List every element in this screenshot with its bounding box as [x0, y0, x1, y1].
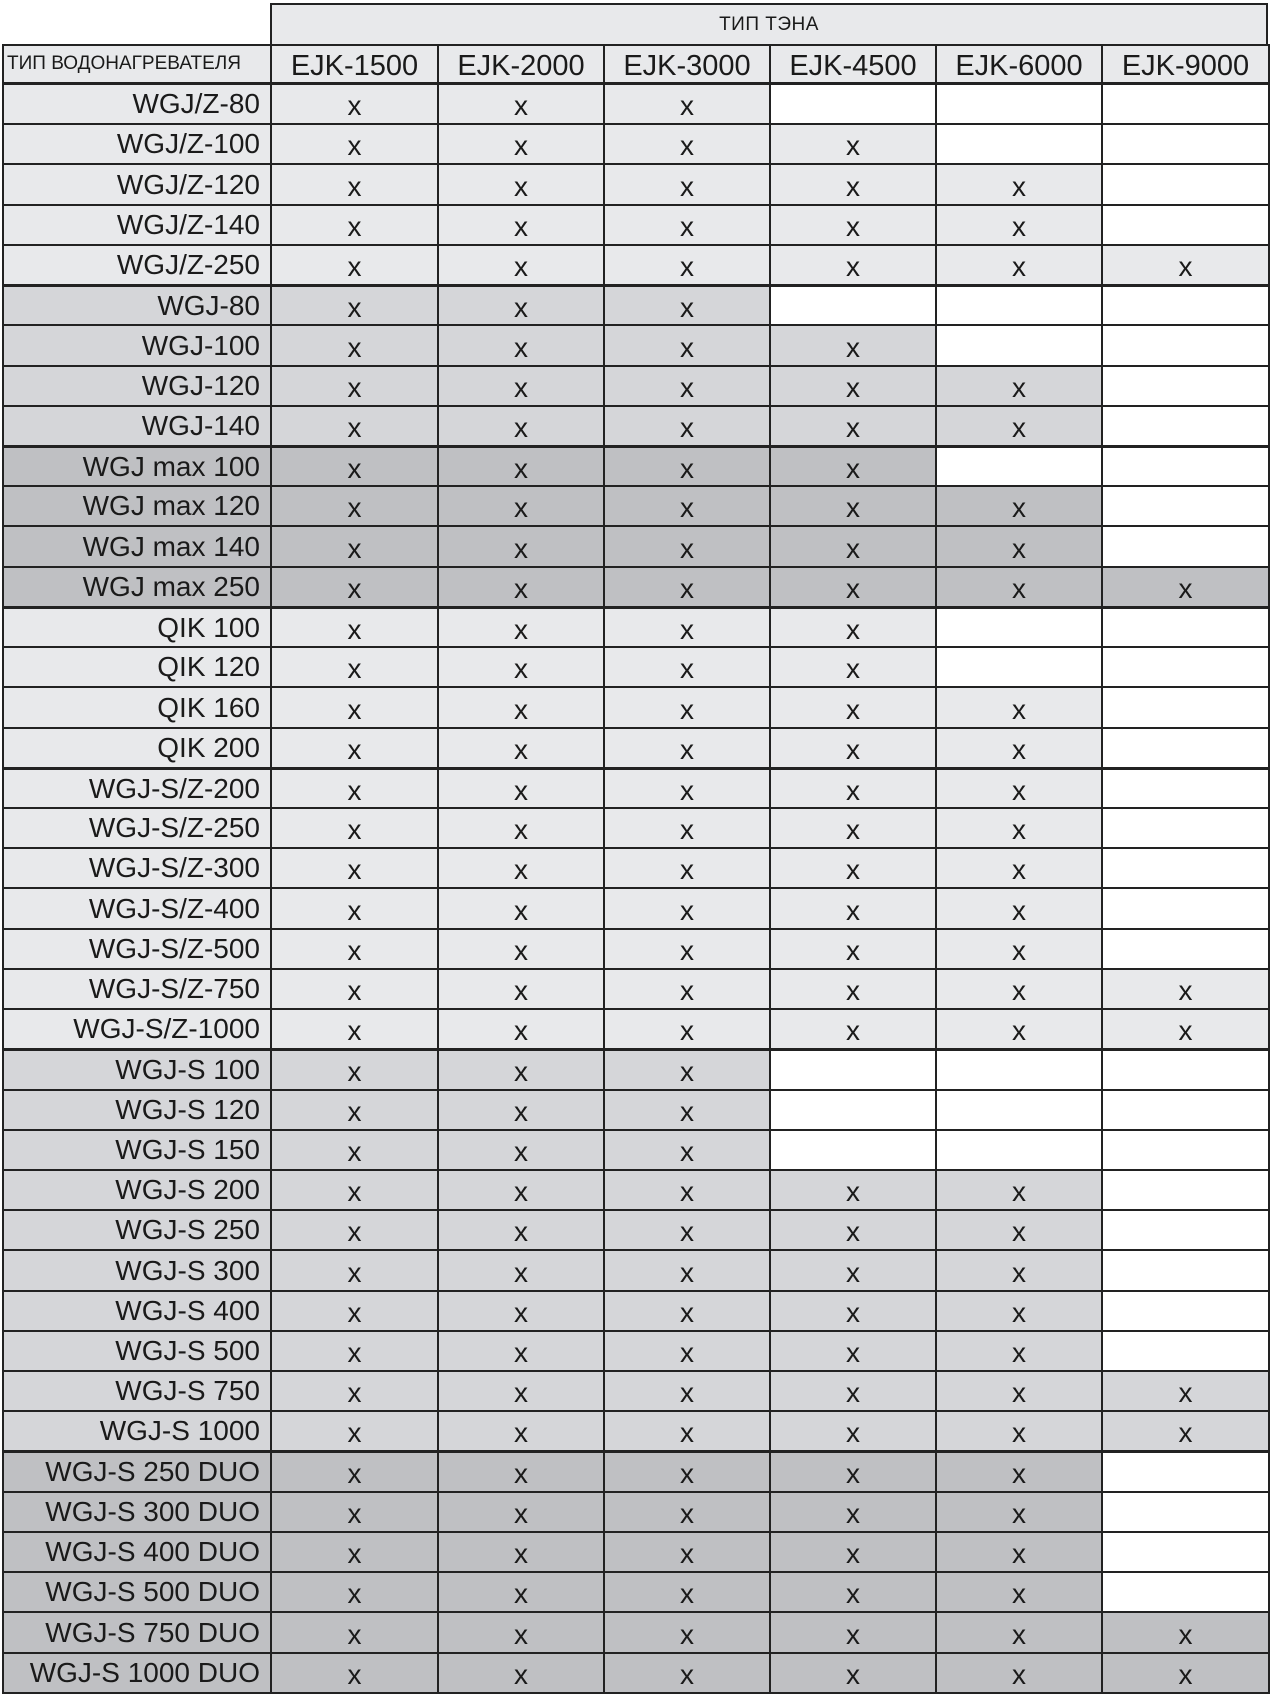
- compatibility-mark: x: [437, 1048, 605, 1091]
- empty-cell: [935, 324, 1103, 367]
- empty-cell: [1101, 646, 1270, 688]
- water-heater-model: WGJ/Z-140: [2, 204, 272, 246]
- water-heater-model: WGJ-S 500: [2, 1330, 272, 1372]
- compatibility-mark: x: [437, 1008, 605, 1050]
- compatibility-mark: x: [270, 887, 439, 930]
- empty-cell: [1101, 445, 1270, 487]
- compatibility-mark: x: [603, 847, 771, 889]
- water-heater-model: WGJ-100: [2, 324, 272, 367]
- empty-cell: [1101, 1169, 1270, 1211]
- compatibility-mark: x: [935, 1531, 1103, 1573]
- compatibility-mark: x: [603, 204, 771, 246]
- water-heater-model: QIK 100: [2, 606, 272, 648]
- column-header: EJK-2000: [437, 44, 605, 84]
- compatibility-mark: x: [769, 847, 937, 889]
- compatibility-mark: x: [270, 204, 439, 246]
- compatibility-mark: x: [1101, 968, 1270, 1010]
- compatibility-mark: x: [935, 1008, 1103, 1050]
- column-header: EJK-1500: [270, 44, 439, 84]
- empty-cell: [935, 1048, 1103, 1091]
- water-heater-model: QIK 200: [2, 727, 272, 769]
- compatibility-mark: x: [603, 1450, 771, 1493]
- water-heater-model: WGJ/Z-100: [2, 123, 272, 165]
- compatibility-mark: x: [270, 244, 439, 286]
- compatibility-mark: x: [769, 1491, 937, 1533]
- compatibility-mark: x: [603, 1491, 771, 1533]
- compatibility-mark: x: [935, 525, 1103, 568]
- compatibility-mark: x: [270, 968, 439, 1010]
- compatibility-mark: x: [935, 405, 1103, 447]
- compatibility-mark: x: [603, 1290, 771, 1332]
- empty-cell: [1101, 887, 1270, 930]
- compatibility-mark: x: [437, 887, 605, 930]
- compatibility-mark: x: [270, 727, 439, 769]
- compatibility-mark: x: [769, 928, 937, 970]
- empty-cell: [935, 83, 1103, 125]
- compatibility-mark: x: [603, 525, 771, 568]
- empty-cell: [1101, 1330, 1270, 1372]
- empty-cell: [769, 83, 937, 125]
- compatibility-mark: x: [769, 445, 937, 487]
- compatibility-mark: x: [437, 1089, 605, 1131]
- compatibility-mark: x: [270, 646, 439, 688]
- water-heater-model: WGJ-S/Z-750: [2, 968, 272, 1010]
- water-heater-model: WGJ-S/Z-250: [2, 807, 272, 849]
- compatibility-mark: x: [603, 1652, 771, 1694]
- compatibility-mark: x: [769, 204, 937, 246]
- compatibility-mark: x: [437, 244, 605, 286]
- compatibility-mark: x: [437, 1410, 605, 1452]
- empty-cell: [935, 1089, 1103, 1131]
- compatibility-mark: x: [603, 405, 771, 447]
- compatibility-mark: x: [437, 1571, 605, 1613]
- water-heater-model: WGJ-S 100: [2, 1048, 272, 1091]
- compatibility-mark: x: [935, 566, 1103, 608]
- compatibility-mark: x: [437, 1531, 605, 1573]
- compatibility-mark: x: [603, 445, 771, 487]
- water-heater-model: WGJ max 120: [2, 485, 272, 527]
- empty-cell: [1101, 727, 1270, 769]
- compatibility-mark: x: [437, 1290, 605, 1332]
- compatibility-mark: x: [270, 686, 439, 729]
- compatibility-mark: x: [603, 83, 771, 125]
- water-heater-model: WGJ-S 400: [2, 1290, 272, 1332]
- empty-cell: [1101, 767, 1270, 809]
- water-heater-model: WGJ-140: [2, 405, 272, 447]
- compatibility-mark: x: [603, 244, 771, 286]
- compatibility-mark: x: [603, 566, 771, 608]
- water-heater-model: WGJ-S 300 DUO: [2, 1491, 272, 1533]
- compatibility-mark: x: [603, 646, 771, 688]
- empty-cell: [1101, 204, 1270, 246]
- compatibility-mark: x: [437, 928, 605, 970]
- compatibility-mark: x: [603, 887, 771, 930]
- compatibility-mark: x: [769, 686, 937, 729]
- compatibility-mark: x: [769, 163, 937, 206]
- water-heater-type-header: ТИП ВОДОНАГРЕВАТЕЛЯ: [2, 44, 272, 84]
- compatibility-mark: x: [437, 686, 605, 729]
- compatibility-mark: x: [437, 1491, 605, 1533]
- compatibility-mark: x: [270, 1330, 439, 1372]
- compatibility-mark: x: [769, 365, 937, 407]
- water-heater-model: WGJ-S 250: [2, 1209, 272, 1251]
- compatibility-mark: x: [603, 1169, 771, 1211]
- compatibility-mark: x: [1101, 1370, 1270, 1412]
- compatibility-mark: x: [769, 767, 937, 809]
- compatibility-mark: x: [769, 1370, 937, 1412]
- water-heater-model: WGJ-S/Z-400: [2, 887, 272, 930]
- compatibility-mark: x: [769, 968, 937, 1010]
- empty-cell: [1101, 1209, 1270, 1251]
- column-header: EJK-4500: [769, 44, 937, 84]
- compatibility-mark: x: [437, 445, 605, 487]
- compatibility-mark: x: [437, 405, 605, 447]
- empty-cell: [1101, 928, 1270, 970]
- compatibility-mark: x: [769, 887, 937, 930]
- compatibility-mark: x: [1101, 244, 1270, 286]
- compatibility-mark: x: [935, 1370, 1103, 1412]
- water-heater-model: WGJ-120: [2, 365, 272, 407]
- heater-type-header: ТИП ТЭНА: [270, 3, 1268, 46]
- compatibility-mark: x: [437, 284, 605, 326]
- empty-cell: [1101, 606, 1270, 648]
- compatibility-mark: x: [769, 566, 937, 608]
- compatibility-mark: x: [270, 284, 439, 326]
- compatibility-mark: x: [270, 1652, 439, 1694]
- compatibility-mark: x: [769, 1169, 937, 1211]
- water-heater-model: WGJ-S 500 DUO: [2, 1571, 272, 1613]
- empty-cell: [1101, 686, 1270, 729]
- water-heater-model: WGJ-S 300: [2, 1249, 272, 1292]
- compatibility-mark: x: [603, 1048, 771, 1091]
- empty-cell: [935, 123, 1103, 165]
- empty-cell: [1101, 1531, 1270, 1573]
- compatibility-mark: x: [603, 1370, 771, 1412]
- compatibility-mark: x: [935, 1491, 1103, 1533]
- compatibility-mark: x: [437, 1652, 605, 1694]
- compatibility-mark: x: [270, 1008, 439, 1050]
- compatibility-mark: x: [769, 324, 937, 367]
- compatibility-mark: x: [769, 1531, 937, 1573]
- compatibility-mark: x: [603, 284, 771, 326]
- empty-cell: [1101, 365, 1270, 407]
- compatibility-mark: x: [935, 1611, 1103, 1654]
- compatibility-mark: x: [270, 365, 439, 407]
- compatibility-mark: x: [935, 1290, 1103, 1332]
- compatibility-mark: x: [769, 727, 937, 769]
- compatibility-mark: x: [437, 1209, 605, 1251]
- compatibility-mark: x: [603, 1531, 771, 1573]
- compatibility-mark: x: [437, 1249, 605, 1292]
- water-heater-model: WGJ/Z-120: [2, 163, 272, 206]
- compatibility-mark: x: [270, 606, 439, 648]
- compatibility-mark: x: [270, 1531, 439, 1573]
- water-heater-model: WGJ-S/Z-500: [2, 928, 272, 970]
- compatibility-mark: x: [437, 1370, 605, 1412]
- water-heater-model: WGJ-80: [2, 284, 272, 326]
- empty-cell: [1101, 1129, 1270, 1171]
- compatibility-mark: x: [437, 204, 605, 246]
- compatibility-mark: x: [935, 1410, 1103, 1452]
- top-left-blank: [0, 0, 270, 45]
- compatibility-mark: x: [437, 163, 605, 206]
- compatibility-mark: x: [270, 445, 439, 487]
- compatibility-mark: x: [270, 1089, 439, 1131]
- compatibility-mark: x: [769, 1290, 937, 1332]
- compatibility-mark: x: [270, 566, 439, 608]
- compatibility-mark: x: [769, 1611, 937, 1654]
- water-heater-model: WGJ-S 1000 DUO: [2, 1652, 272, 1694]
- compatibility-mark: x: [935, 686, 1103, 729]
- compatibility-mark: x: [437, 525, 605, 568]
- compatibility-mark: x: [603, 727, 771, 769]
- compatibility-mark: x: [935, 968, 1103, 1010]
- compatibility-mark: x: [437, 727, 605, 769]
- compatibility-mark: x: [270, 1169, 439, 1211]
- empty-cell: [1101, 324, 1270, 367]
- compatibility-mark: x: [935, 1249, 1103, 1292]
- empty-cell: [1101, 1571, 1270, 1613]
- water-heater-model: WGJ-S 200: [2, 1169, 272, 1211]
- compatibility-mark: x: [769, 1571, 937, 1613]
- water-heater-model: WGJ/Z-250: [2, 244, 272, 286]
- empty-cell: [1101, 1290, 1270, 1332]
- compatibility-mark: x: [270, 1290, 439, 1332]
- compatibility-mark: x: [270, 1611, 439, 1654]
- compatibility-mark: x: [437, 807, 605, 849]
- compatibility-mark: x: [270, 324, 439, 367]
- compatibility-mark: x: [603, 324, 771, 367]
- empty-cell: [1101, 284, 1270, 326]
- compatibility-mark: x: [1101, 1652, 1270, 1694]
- compatibility-mark: x: [270, 1370, 439, 1412]
- compatibility-mark: x: [769, 1008, 937, 1050]
- empty-cell: [769, 284, 937, 326]
- compatibility-mark: x: [769, 1450, 937, 1493]
- compatibility-mark: x: [437, 968, 605, 1010]
- compatibility-mark: x: [769, 606, 937, 648]
- compatibility-mark: x: [437, 365, 605, 407]
- compatibility-mark: x: [1101, 1008, 1270, 1050]
- water-heater-model: WGJ-S 400 DUO: [2, 1531, 272, 1573]
- compatibility-mark: x: [935, 1450, 1103, 1493]
- compatibility-mark: x: [603, 123, 771, 165]
- compatibility-mark: x: [603, 1611, 771, 1654]
- compatibility-mark: x: [603, 767, 771, 809]
- compatibility-mark: x: [769, 1249, 937, 1292]
- compatibility-mark: x: [437, 1330, 605, 1372]
- column-header: EJK-9000: [1101, 44, 1270, 84]
- compatibility-mark: x: [935, 1652, 1103, 1694]
- compatibility-mark: x: [603, 365, 771, 407]
- compatibility-mark: x: [437, 767, 605, 809]
- compatibility-mark: x: [603, 1089, 771, 1131]
- compatibility-mark: x: [437, 1611, 605, 1654]
- compatibility-mark: x: [270, 1048, 439, 1091]
- water-heater-model: WGJ max 250: [2, 566, 272, 608]
- compatibility-mark: x: [935, 847, 1103, 889]
- water-heater-model: QIK 120: [2, 646, 272, 688]
- empty-cell: [1101, 485, 1270, 527]
- column-header: EJK-6000: [935, 44, 1103, 84]
- empty-cell: [769, 1129, 937, 1171]
- compatibility-mark: x: [935, 485, 1103, 527]
- empty-cell: [1101, 847, 1270, 889]
- compatibility-mark: x: [1101, 1410, 1270, 1452]
- compatibility-mark: x: [935, 928, 1103, 970]
- compatibility-mark: x: [603, 1209, 771, 1251]
- compatibility-mark: x: [603, 163, 771, 206]
- empty-cell: [935, 284, 1103, 326]
- compatibility-mark: x: [437, 646, 605, 688]
- compatibility-mark: x: [270, 163, 439, 206]
- water-heater-model: WGJ max 100: [2, 445, 272, 487]
- compatibility-mark: x: [270, 928, 439, 970]
- compatibility-mark: x: [437, 485, 605, 527]
- compatibility-mark: x: [935, 365, 1103, 407]
- compatibility-mark: x: [935, 807, 1103, 849]
- water-heater-model: WGJ-S/Z-1000: [2, 1008, 272, 1050]
- compatibility-mark: x: [270, 847, 439, 889]
- compatibility-mark: x: [935, 244, 1103, 286]
- compatibility-mark: x: [437, 847, 605, 889]
- empty-cell: [1101, 405, 1270, 447]
- compatibility-mark: x: [603, 1008, 771, 1050]
- compatibility-mark: x: [437, 123, 605, 165]
- compatibility-mark: x: [935, 204, 1103, 246]
- compatibility-mark: x: [1101, 566, 1270, 608]
- water-heater-model: WGJ max 140: [2, 525, 272, 568]
- compatibility-mark: x: [603, 686, 771, 729]
- water-heater-model: WGJ-S 150: [2, 1129, 272, 1171]
- compatibility-mark: x: [935, 163, 1103, 206]
- compatibility-mark: x: [769, 646, 937, 688]
- compatibility-mark: x: [603, 928, 771, 970]
- empty-cell: [1101, 525, 1270, 568]
- compatibility-mark: x: [603, 968, 771, 1010]
- compatibility-mark: x: [270, 123, 439, 165]
- water-heater-model: QIK 160: [2, 686, 272, 729]
- empty-cell: [1101, 1048, 1270, 1091]
- compatibility-mark: x: [769, 1410, 937, 1452]
- compatibility-mark: x: [270, 767, 439, 809]
- compatibility-mark: x: [935, 767, 1103, 809]
- compatibility-mark: x: [603, 606, 771, 648]
- compatibility-mark: x: [437, 566, 605, 608]
- compatibility-mark: x: [769, 1209, 937, 1251]
- compatibility-mark: x: [270, 1209, 439, 1251]
- compatibility-mark: x: [603, 1410, 771, 1452]
- compatibility-mark: x: [935, 1330, 1103, 1372]
- empty-cell: [1101, 83, 1270, 125]
- compatibility-mark: x: [437, 606, 605, 648]
- water-heater-model: WGJ-S 250 DUO: [2, 1450, 272, 1493]
- compatibility-mark: x: [935, 727, 1103, 769]
- empty-cell: [769, 1048, 937, 1091]
- empty-cell: [935, 606, 1103, 648]
- compatibility-mark: x: [437, 1450, 605, 1493]
- compatibility-mark: x: [1101, 1611, 1270, 1654]
- compatibility-mark: x: [437, 324, 605, 367]
- empty-cell: [769, 1089, 937, 1131]
- compatibility-mark: x: [270, 1450, 439, 1493]
- compatibility-mark: x: [935, 1169, 1103, 1211]
- compatibility-mark: x: [769, 485, 937, 527]
- empty-cell: [1101, 123, 1270, 165]
- compatibility-mark: x: [270, 1491, 439, 1533]
- compatibility-mark: x: [603, 1249, 771, 1292]
- compatibility-mark: x: [270, 1249, 439, 1292]
- compatibility-mark: x: [270, 1410, 439, 1452]
- compatibility-mark: x: [769, 405, 937, 447]
- water-heater-model: WGJ-S 120: [2, 1089, 272, 1131]
- compatibility-mark: x: [769, 244, 937, 286]
- empty-cell: [935, 1129, 1103, 1171]
- compatibility-mark: x: [769, 123, 937, 165]
- compatibility-mark: x: [769, 807, 937, 849]
- empty-cell: [935, 646, 1103, 688]
- compatibility-mark: x: [270, 83, 439, 125]
- water-heater-model: WGJ-S 1000: [2, 1410, 272, 1452]
- compatibility-mark: x: [603, 807, 771, 849]
- water-heater-model: WGJ/Z-80: [2, 83, 272, 125]
- water-heater-model: WGJ-S 750: [2, 1370, 272, 1412]
- compatibility-mark: x: [603, 1129, 771, 1171]
- water-heater-model: WGJ-S 750 DUO: [2, 1611, 272, 1654]
- compatibility-mark: x: [603, 485, 771, 527]
- compatibility-mark: x: [603, 1330, 771, 1372]
- compatibility-mark: x: [437, 1129, 605, 1171]
- compatibility-mark: x: [270, 1129, 439, 1171]
- empty-cell: [1101, 1491, 1270, 1533]
- compatibility-mark: x: [270, 1571, 439, 1613]
- column-header: EJK-3000: [603, 44, 771, 84]
- empty-cell: [935, 445, 1103, 487]
- compatibility-mark: x: [935, 1571, 1103, 1613]
- compatibility-mark: x: [769, 1330, 937, 1372]
- empty-cell: [1101, 807, 1270, 849]
- empty-cell: [1101, 1450, 1270, 1493]
- compatibility-mark: x: [270, 485, 439, 527]
- empty-cell: [1101, 1089, 1270, 1131]
- water-heater-model: WGJ-S/Z-300: [2, 847, 272, 889]
- compatibility-mark: x: [769, 525, 937, 568]
- compatibility-mark: x: [437, 83, 605, 125]
- compatibility-mark: x: [935, 887, 1103, 930]
- empty-cell: [1101, 163, 1270, 206]
- compatibility-mark: x: [935, 1209, 1103, 1251]
- empty-cell: [1101, 1249, 1270, 1292]
- compatibility-mark: x: [270, 525, 439, 568]
- compatibility-mark: x: [437, 1169, 605, 1211]
- water-heater-model: WGJ-S/Z-200: [2, 767, 272, 809]
- compatibility-mark: x: [270, 807, 439, 849]
- compatibility-mark: x: [603, 1571, 771, 1613]
- compatibility-mark: x: [270, 405, 439, 447]
- compatibility-mark: x: [769, 1652, 937, 1694]
